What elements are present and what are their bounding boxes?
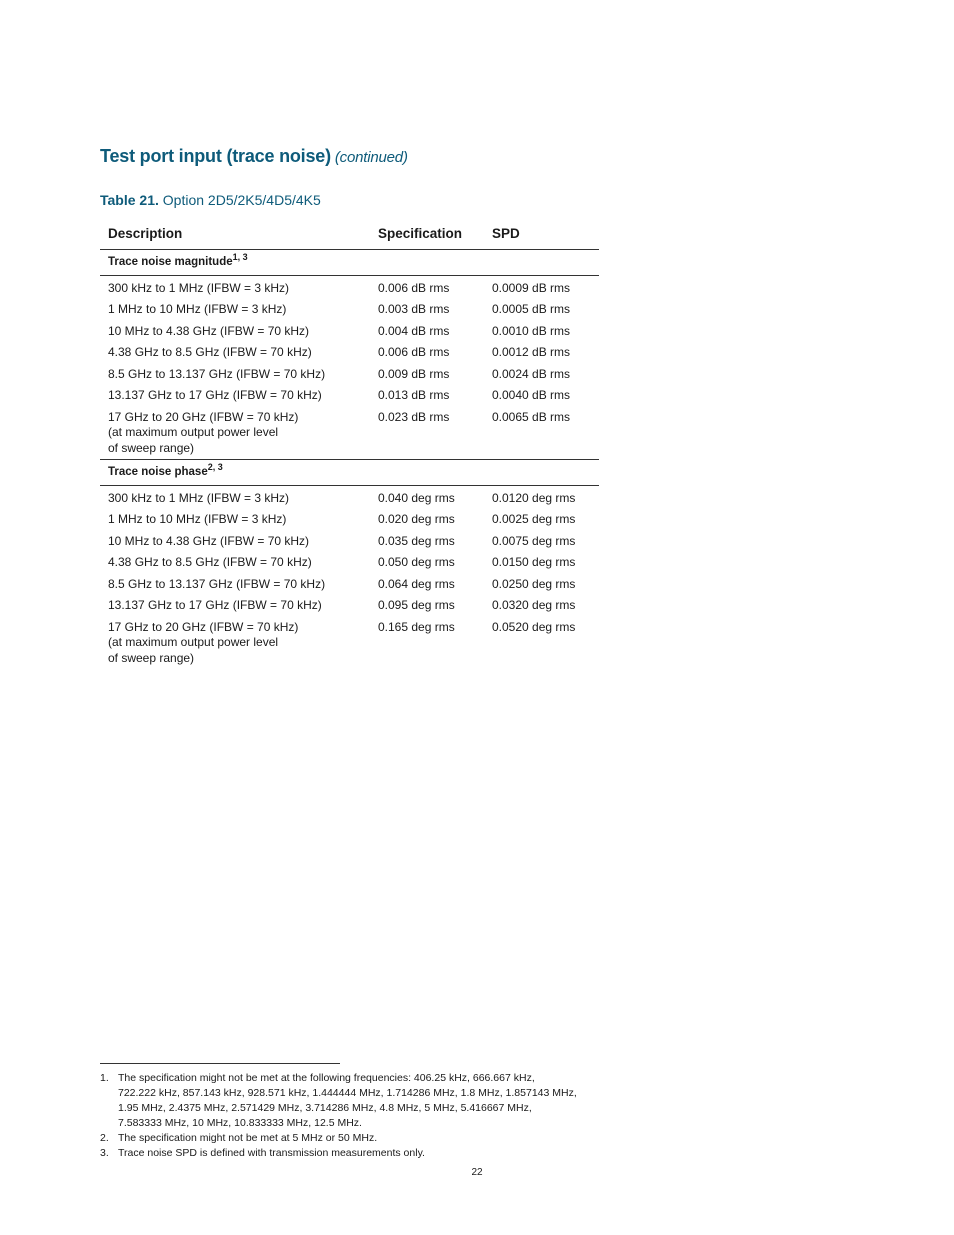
description-cell	[100, 552, 370, 574]
section-title	[100, 146, 408, 167]
section-title-continued: (continued)	[334, 149, 408, 166]
column-header-description: Description	[100, 220, 370, 250]
spd-cell: 0.0009 dB rms	[492, 280, 571, 295]
group-footnote-ref: 2, 3	[207, 462, 223, 472]
footnote-line: 1.95 MHz, 2.4375 MHz, 2.571429 MHz, 3.714286 MHz, 4.8 MHz, 5 MHz, 5.416667 MHz,	[118, 1102, 532, 1114]
description-cell	[100, 531, 370, 553]
footnotes	[100, 1071, 590, 1161]
group-label-cell	[100, 460, 599, 486]
specification-cell: 0.003 dB rms	[378, 302, 450, 316]
footnote-number: 2.	[100, 1132, 109, 1144]
section-title-text: Test port input (trace noise)	[100, 146, 331, 166]
description-cell	[100, 595, 370, 617]
footnote-item	[100, 1131, 590, 1146]
description-text: 8.5 GHz to 13.137 GHz (IFBW = 70 kHz)	[108, 366, 326, 381]
description-text: 8.5 GHz to 13.137 GHz (IFBW = 70 kHz)	[108, 576, 326, 591]
table-row	[100, 275, 599, 299]
specification-cell: 0.064 deg rms	[378, 576, 455, 591]
table-header-row	[100, 220, 599, 250]
footnote-item	[100, 1146, 590, 1161]
specification-cell: 0.006 dB rms	[378, 280, 450, 295]
description-cell	[100, 407, 370, 460]
description-note: (at maximum output power level	[108, 425, 279, 439]
footnote-line: The specification might not be met at 5 MHz or 50 MHz.	[118, 1132, 378, 1144]
description-note: (at maximum output power level	[108, 635, 279, 649]
description-cell	[100, 385, 370, 407]
specification-cell: 0.004 dB rms	[378, 323, 450, 338]
description-text: 1 MHz to 10 MHz (IFBW = 3 kHz)	[108, 302, 287, 316]
specification-cell: 0.050 deg rms	[378, 555, 455, 569]
spd-cell: 0.0250 deg rms	[492, 576, 576, 591]
spd-cell: 0.0025 deg rms	[492, 512, 576, 526]
description-cell	[100, 321, 370, 343]
description-cell	[100, 275, 370, 299]
description-cell	[100, 509, 370, 531]
table-row	[100, 364, 599, 386]
table-caption	[100, 192, 321, 208]
table-row	[100, 552, 599, 574]
group-label: Trace noise phase	[108, 466, 208, 478]
page-number: 22	[471, 1167, 483, 1178]
specification-cell: 0.009 dB rms	[378, 366, 450, 381]
spd-cell: 0.0040 dB rms	[492, 388, 571, 402]
description-note: of sweep range)	[108, 650, 195, 665]
table-number: Table 21.	[100, 192, 159, 208]
spd-cell: 0.0024 dB rms	[492, 366, 571, 381]
description-text: 4.38 GHz to 8.5 GHz (IFBW = 70 kHz)	[108, 345, 312, 359]
table-row	[100, 342, 599, 364]
table-caption-text: Option 2D5/2K5/4D5/4K5	[162, 192, 321, 208]
description-text: 13.137 GHz to 17 GHz (IFBW = 70 kHz)	[108, 388, 322, 402]
table-row	[100, 385, 599, 407]
spd-cell: 0.0320 deg rms	[492, 598, 576, 612]
group-label: Trace noise magnitude	[108, 256, 233, 268]
description-text: 1 MHz to 10 MHz (IFBW = 3 kHz)	[108, 512, 287, 526]
group-row	[100, 250, 599, 276]
footnote-number: 1.	[100, 1072, 109, 1084]
table-row	[100, 321, 599, 343]
description-cell	[100, 364, 370, 386]
description-cell	[100, 617, 370, 670]
spec-table	[100, 220, 599, 669]
specification-cell: 0.006 dB rms	[378, 345, 450, 359]
group-label-cell	[100, 250, 599, 276]
specification-cell: 0.023 dB rms	[378, 409, 450, 424]
specification-cell: 0.013 dB rms	[378, 388, 450, 402]
description-text: 13.137 GHz to 17 GHz (IFBW = 70 kHz)	[108, 598, 322, 612]
table-row	[100, 531, 599, 553]
column-header-specification: Specification	[370, 220, 484, 250]
footnote-line: 722.222 kHz, 857.143 kHz, 928.571 kHz, 1.444444 MHz, 1.714286 MHz, 1.8 MHz, 1.857143 MHz,	[118, 1087, 577, 1099]
table-body	[100, 250, 599, 670]
specification-cell: 0.095 deg rms	[378, 598, 455, 612]
table-row	[100, 509, 599, 531]
description-text: 10 MHz to 4.38 GHz (IFBW = 70 kHz)	[108, 533, 310, 548]
description-text: 10 MHz to 4.38 GHz (IFBW = 70 kHz)	[108, 323, 310, 338]
footnote-rule	[100, 1063, 340, 1064]
table-row	[100, 407, 599, 460]
spd-cell: 0.0010 dB rms	[492, 323, 571, 338]
table-row	[100, 617, 599, 670]
spd-cell: 0.0012 dB rms	[492, 345, 571, 359]
footnote-line: The specification might not be met at the following frequencies: 406.25 kHz, 666.667 kHz,	[118, 1072, 535, 1084]
spd-cell: 0.0005 dB rms	[492, 302, 571, 316]
table-row	[100, 299, 599, 321]
column-header-spd: SPD	[484, 220, 599, 250]
description-note: of sweep range)	[108, 440, 195, 455]
specification-cell: 0.020 deg rms	[378, 512, 455, 526]
group-footnote-ref: 1, 3	[232, 252, 248, 262]
table-row	[100, 574, 599, 596]
description-cell	[100, 299, 370, 321]
description-cell	[100, 342, 370, 364]
description-text: 300 kHz to 1 MHz (IFBW = 3 kHz)	[108, 490, 290, 505]
footnote-number: 3.	[100, 1147, 109, 1159]
spd-cell: 0.0150 deg rms	[492, 555, 576, 569]
table-row	[100, 595, 599, 617]
footnote-line: 7.583333 MHz, 10 MHz, 10.833333 MHz, 12.5 MHz.	[118, 1117, 362, 1129]
description-text: 300 kHz to 1 MHz (IFBW = 3 kHz)	[108, 280, 290, 295]
spd-cell: 0.0120 deg rms	[492, 490, 576, 505]
description-text: 17 GHz to 20 GHz (IFBW = 70 kHz)	[108, 409, 299, 424]
specification-cell: 0.040 deg rms	[378, 490, 455, 505]
spd-cell: 0.0065 dB rms	[492, 409, 571, 424]
group-row	[100, 460, 599, 486]
footnote-item	[100, 1071, 590, 1131]
specification-cell: 0.035 deg rms	[378, 533, 455, 548]
footnote-line: Trace noise SPD is defined with transmission measurements only.	[118, 1147, 425, 1159]
spd-cell: 0.0520 deg rms	[492, 619, 576, 634]
description-text: 4.38 GHz to 8.5 GHz (IFBW = 70 kHz)	[108, 555, 312, 569]
spd-cell: 0.0075 deg rms	[492, 533, 576, 548]
table-row	[100, 485, 599, 509]
description-text: 17 GHz to 20 GHz (IFBW = 70 kHz)	[108, 619, 299, 634]
specification-cell: 0.165 deg rms	[378, 619, 455, 634]
description-cell	[100, 485, 370, 509]
description-cell	[100, 574, 370, 596]
